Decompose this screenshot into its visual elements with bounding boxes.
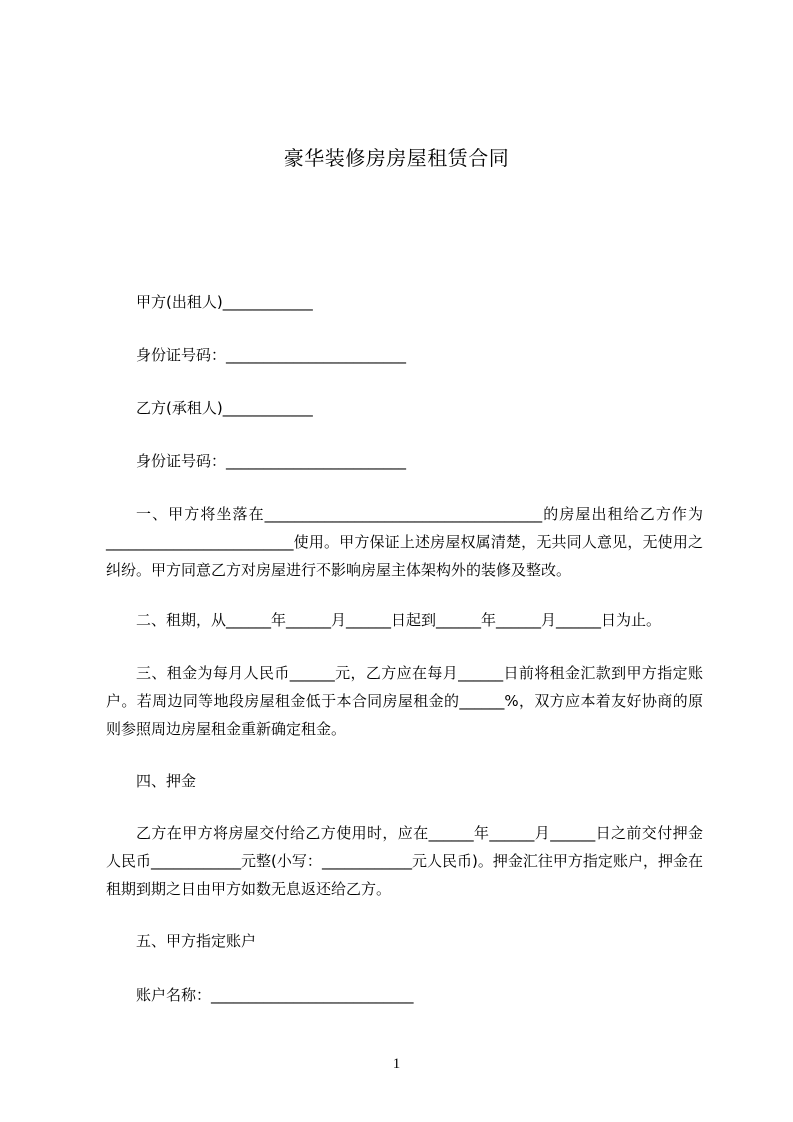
clause-4-heading: 四、押金 xyxy=(136,772,197,790)
clause-2: 二、租期，从______年______月______日起到______年______月______日为止。 xyxy=(136,611,662,629)
clause-5-heading: 五、甲方指定账户 xyxy=(136,932,257,950)
clause-3: 三、租金为每月人民币______元，乙方应在每月______日前将租金汇款到甲方指定账户。若周边同等地段房屋租金低于本合同房屋租金的______%，双方应本着友好协商的原则参照周边房屋租金重新确定租金。 xyxy=(106,664,703,738)
document-title: 豪华装修房房屋租赁合同 xyxy=(283,146,510,170)
clause-4: 乙方在甲方将房屋交付给乙方使用时，应在______年______月______日之前交付押金人民币____________元整(小写：____________元人民币)。押金汇往甲方指定账户，押金在租期到期之日由甲方如数无息返还给乙方。 xyxy=(106,824,703,898)
page-number: 1 xyxy=(392,1056,401,1072)
party-a-line: 甲方(出租人)____________ xyxy=(136,293,313,311)
party-a-id-line: 身份证号码：________________________ xyxy=(136,346,407,364)
clause-1: 一、甲方将坐落在_____________________________________的房屋出租给乙方作为_________________________使用。甲方保证上述房屋权属清楚，无共同人意见，无使用之纠纷。甲方同意乙方对房屋进行不影响房屋主体架构外的装修及整改。 xyxy=(106,505,703,579)
party-b-id-line: 身份证号码：________________________ xyxy=(136,452,407,470)
account-name-line: 账户名称：___________________________ xyxy=(136,986,414,1004)
party-b-line: 乙方(承租人)____________ xyxy=(136,399,313,417)
